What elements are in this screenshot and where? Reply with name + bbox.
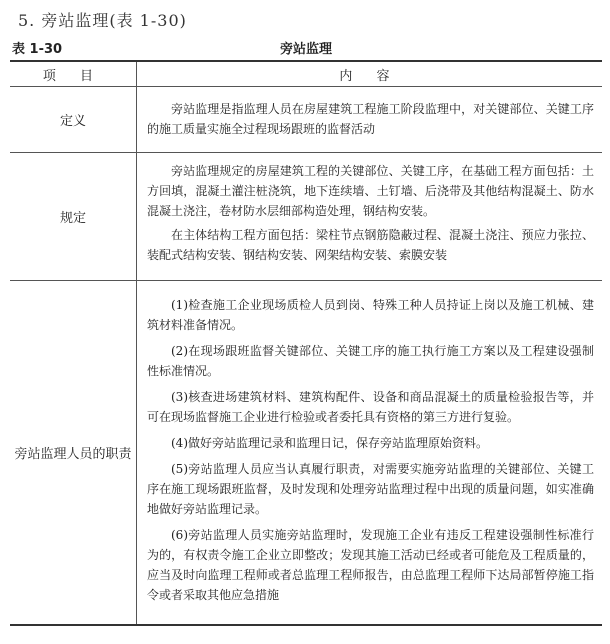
content-paragraph: (5)旁站监理人员应当认真履行职责，对需要实施旁站监理的关键部位、关键工序在施工现场跟班监督，及时发现和处理旁站监理过程中出现的质量问题，如实准确地做好旁站监理记录。 [147,462,594,516]
column-header-item: 项 目 [10,61,137,87]
table-row-regulation [10,153,602,281]
column-header-content: 内 容 [137,61,603,87]
content-paragraph: (3)核查进场建筑材料、建筑构配件、设备和商品混凝土的质量检验报告等，并可在现场监督施工企业进行检验或者委托具有资格的第三方进行复验。 [147,390,594,424]
content-paragraph: 旁站监理是指监理人员在房屋建筑工程施工阶段监理中，对关键部位、关键工序的施工质量实施全过程现场跟班的监督活动 [147,102,594,136]
table-row-definition [10,87,602,153]
content-paragraph: 旁站监理规定的房屋建筑工程的关键部位、关键工序，在基础工程方面包括：土方回填，混凝土灌注桩浇筑，地下连续墙、土钉墙、后浇带及其他结构混凝土、防水混凝土浇注，卷材防水层细部构造处理，钢结构安装。 [147,164,594,218]
row-content [137,87,603,153]
content-paragraph: (1)检查施工企业现场质检人员到岗、特殊工种人员持证上岗以及施工机械、建筑材料准备情况。 [147,298,594,332]
table-title: 旁站监理 [280,42,333,57]
row-content [137,281,603,625]
section-heading: 5. 旁站监理(表 1-30) [18,11,187,30]
table-number: 表 1-30 [12,42,63,57]
row-content [137,153,603,281]
row-item-label: 定义 [10,87,137,153]
supervision-table [10,60,602,626]
table-row-duties [10,281,602,625]
content-paragraph: (6)旁站监理人员实施旁站监理时，发现施工企业有违反工程建设强制性标准行为的，有权责令施工企业立即整改；发现其施工活动已经或者可能危及工程质量的，应当及时向监理工程师或者总监理工程师报告，由总监理工程师下达局部暂停施工指令或者采取其他应急措施 [147,528,594,602]
content-paragraph: 在主体结构工程方面包括：梁柱节点钢筋隐蔽过程、混凝土浇注、预应力张拉、装配式结构安装、钢结构安装、网架结构安装、索膜安装 [147,228,594,262]
row-item-label: 规定 [10,153,137,281]
row-item-label: 旁站监理人员的职责 [10,281,137,625]
content-paragraph: (4)做好旁站监理记录和监理日记，保存旁站监理原始资料。 [171,436,489,450]
content-paragraph: (2)在现场跟班监督关键部位、关键工序的施工执行施工方案以及工程建设强制性标准情况。 [147,344,594,378]
table-header-row [10,61,602,87]
